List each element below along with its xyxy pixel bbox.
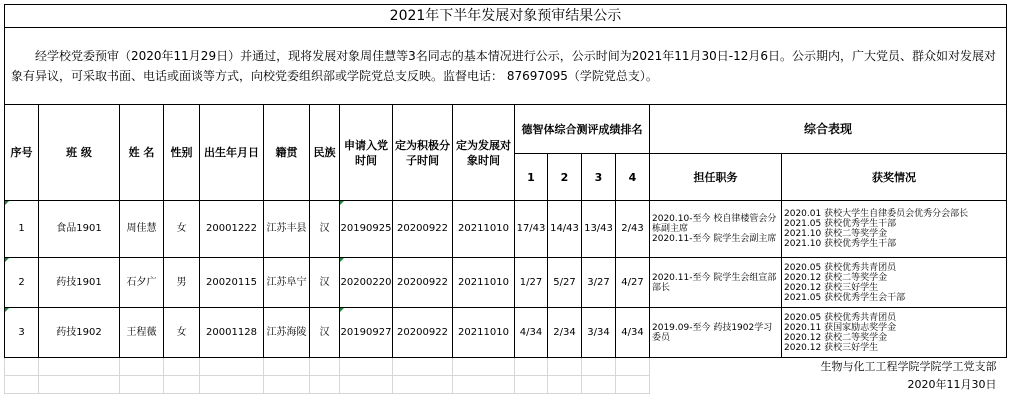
cell-name[interactable]: 王程薇 <box>120 308 164 358</box>
empty-cell[interactable] <box>582 376 616 394</box>
publicity-table <box>4 4 1007 394</box>
cell-ethnicity[interactable]: 汉 <box>310 258 340 308</box>
empty-cell[interactable] <box>548 358 582 376</box>
duty-line: 2019.09-至今 药技1902学习委员 <box>652 322 773 343</box>
cell-gender[interactable]: 男 <box>164 258 200 308</box>
cell-class[interactable]: 药技1902 <box>39 308 120 358</box>
header-ethnicity[interactable]: 民族 <box>310 105 340 201</box>
notice-text: 经学校党委预审（2020年11月29日）并通过，现将发展对象周佳慧等3名同志的基本情况进行公示，公示时间为2021年11月30日-12月6日。公示期内，广大党员、群众如对发展对象有异议，可采取书面、电话或面谈等方式，向校党委组织部或学院党总支反映。监督电话： 87697095（学院党总支）。 <box>11 49 997 83</box>
cell-rank-2[interactable]: 5/27 <box>548 258 582 308</box>
cell-birth[interactable]: 20020115 <box>200 258 264 308</box>
footer-organization[interactable]: 生物与化工工程学院学院学工党支部 <box>820 359 997 373</box>
footer-row <box>5 358 1007 376</box>
cell-rank-3[interactable]: 3/34 <box>582 308 616 358</box>
cell-native-place[interactable]: 江苏阜宁 <box>264 258 310 308</box>
header-birth[interactable]: 出生年月日 <box>200 105 264 201</box>
cell-activist-date[interactable]: 20200922 <box>393 258 453 308</box>
empty-cell[interactable] <box>515 376 548 394</box>
empty-cell[interactable] <box>515 358 548 376</box>
cell-duty[interactable] <box>650 258 782 308</box>
table-row <box>5 308 1007 358</box>
cell-native-place[interactable]: 江苏丰县 <box>264 201 310 258</box>
award-line: 2020.11 获国家励志奖学金 <box>784 322 897 333</box>
cell-birth[interactable]: 20001222 <box>200 201 264 258</box>
award-line: 2020.01 获校大学生自律委员会优秀分会部长 <box>784 209 969 219</box>
empty-cell[interactable] <box>164 376 200 394</box>
empty-cell[interactable] <box>39 358 120 376</box>
duty-line: 2020.10-至今 校自律楼管会分栋副主席 <box>652 214 777 234</box>
header-activist-date[interactable]: 定为积极分子时间 <box>393 105 453 201</box>
cell-apply-date[interactable]: 20200220 <box>340 258 393 308</box>
cell-apply-date[interactable]: 20190927 <box>340 308 393 358</box>
empty-cell[interactable] <box>453 358 515 376</box>
cell-apply-date[interactable]: 20190925 <box>340 201 393 258</box>
notice-paragraph[interactable] <box>5 28 1007 105</box>
cell-awards[interactable] <box>782 308 1007 358</box>
header-rank-2[interactable]: 2 <box>548 154 582 201</box>
empty-cell[interactable] <box>393 376 453 394</box>
empty-cell[interactable] <box>39 376 120 394</box>
header-duty[interactable]: 担任职务 <box>650 154 782 201</box>
cell-awards[interactable] <box>782 258 1007 308</box>
cell-duty[interactable] <box>650 201 782 258</box>
cell-seq[interactable]: 3 <box>5 308 39 358</box>
award-line: 2021.05 获校优秀学生会干部 <box>784 292 906 303</box>
duty-line: 2020.11-至今 院学生会组宣部部长 <box>652 272 777 293</box>
cell-class[interactable]: 药技1901 <box>39 258 120 308</box>
empty-cell[interactable] <box>264 376 310 394</box>
empty-cell[interactable] <box>310 358 340 376</box>
cell-seq[interactable]: 2 <box>5 258 39 308</box>
header-target-date[interactable]: 定为发展对象时间 <box>453 105 515 201</box>
empty-cell[interactable] <box>164 358 200 376</box>
cell-rank-4[interactable]: 4/27 <box>616 258 650 308</box>
cell-awards[interactable] <box>782 201 1007 258</box>
cell-target-date[interactable]: 20211010 <box>453 258 515 308</box>
empty-cell[interactable] <box>5 376 39 394</box>
cell-activist-date[interactable]: 20200922 <box>393 308 453 358</box>
award-line: 2020.05 获校优秀共青团员 <box>784 312 897 323</box>
cell-name[interactable]: 周佳慧 <box>120 201 164 258</box>
award-line: 2020.12 获校三好学生 <box>784 342 879 353</box>
cell-target-date[interactable]: 20211010 <box>453 308 515 358</box>
cell-duty[interactable] <box>650 308 782 358</box>
cell-seq[interactable]: 1 <box>5 201 39 258</box>
award-line: 2020.12 获校三好学生 <box>784 282 879 293</box>
cell-rank-2[interactable]: 14/43 <box>548 201 582 258</box>
cell-rank-4[interactable]: 2/43 <box>616 201 650 258</box>
footer-row <box>5 376 1007 394</box>
award-line: 2021.10 获校二等奖学金 <box>784 229 888 239</box>
cell-rank-1[interactable]: 4/34 <box>515 308 548 358</box>
header-rank[interactable]: 德智体综合测评成绩排名 <box>515 105 650 154</box>
empty-cell[interactable] <box>264 358 310 376</box>
empty-cell[interactable] <box>340 358 393 376</box>
header-name[interactable]: 姓 名 <box>120 105 164 201</box>
header-apply-date[interactable]: 申请入党时间 <box>340 105 393 201</box>
header-native-place[interactable]: 籍贯 <box>264 105 310 201</box>
empty-cell[interactable] <box>200 358 264 376</box>
cell-rank-1[interactable]: 1/27 <box>515 258 548 308</box>
award-line: 2020.12 获校二等奖学金 <box>784 272 888 283</box>
footer-date[interactable]: 2020年11月30日 <box>907 377 997 391</box>
cell-ethnicity[interactable]: 汉 <box>310 308 340 358</box>
sheet-title[interactable]: 2021年下半年发展对象预审结果公示 <box>5 5 1007 28</box>
cell-ethnicity[interactable]: 汉 <box>310 201 340 258</box>
empty-cell[interactable] <box>310 376 340 394</box>
empty-cell[interactable] <box>453 376 515 394</box>
empty-cell[interactable] <box>120 376 164 394</box>
cell-rank-2[interactable]: 2/34 <box>548 308 582 358</box>
cell-rank-4[interactable]: 4/34 <box>616 308 650 358</box>
award-line: 2020.05 获校优秀共青团员 <box>784 262 897 273</box>
cell-gender[interactable]: 女 <box>164 308 200 358</box>
header-awards[interactable]: 获奖情况 <box>782 154 1007 201</box>
cell-rank-3[interactable]: 13/43 <box>582 201 616 258</box>
cell-birth[interactable]: 20001128 <box>200 308 264 358</box>
cell-class[interactable]: 食品1901 <box>39 201 120 258</box>
header-seq[interactable]: 序号 <box>5 105 39 201</box>
empty-cell[interactable] <box>340 376 393 394</box>
empty-cell[interactable] <box>5 358 39 376</box>
empty-cell[interactable] <box>120 358 164 376</box>
empty-cell[interactable] <box>548 376 582 394</box>
empty-cell[interactable] <box>616 376 650 394</box>
empty-cell[interactable] <box>616 358 650 376</box>
award-line: 2021.05 获校优秀学生干部 <box>784 219 897 229</box>
header-performance[interactable]: 综合表现 <box>650 105 1007 154</box>
header-rank-4[interactable]: 4 <box>616 154 650 201</box>
award-line: 2021.10 获校优秀学生干部 <box>784 239 897 249</box>
header-class[interactable]: 班 级 <box>39 105 120 201</box>
cell-activist-date[interactable]: 20200922 <box>393 201 453 258</box>
cell-rank-1[interactable]: 17/43 <box>515 201 548 258</box>
header-gender[interactable]: 性别 <box>164 105 200 201</box>
table-row <box>5 201 1007 258</box>
empty-cell[interactable] <box>393 358 453 376</box>
header-rank-1[interactable]: 1 <box>515 154 548 201</box>
award-line: 2020.12 获校二等奖学金 <box>784 332 888 343</box>
duty-line: 2020.11-至今 院学生会副主席 <box>652 234 777 244</box>
cell-gender[interactable]: 女 <box>164 201 200 258</box>
header-rank-3[interactable]: 3 <box>582 154 616 201</box>
cell-native-place[interactable]: 江苏海陵 <box>264 308 310 358</box>
cell-target-date[interactable]: 20211010 <box>453 201 515 258</box>
cell-name[interactable]: 石夕广 <box>120 258 164 308</box>
table-row <box>5 258 1007 308</box>
empty-cell[interactable] <box>200 376 264 394</box>
empty-cell[interactable] <box>582 358 616 376</box>
cell-rank-3[interactable]: 3/27 <box>582 258 616 308</box>
